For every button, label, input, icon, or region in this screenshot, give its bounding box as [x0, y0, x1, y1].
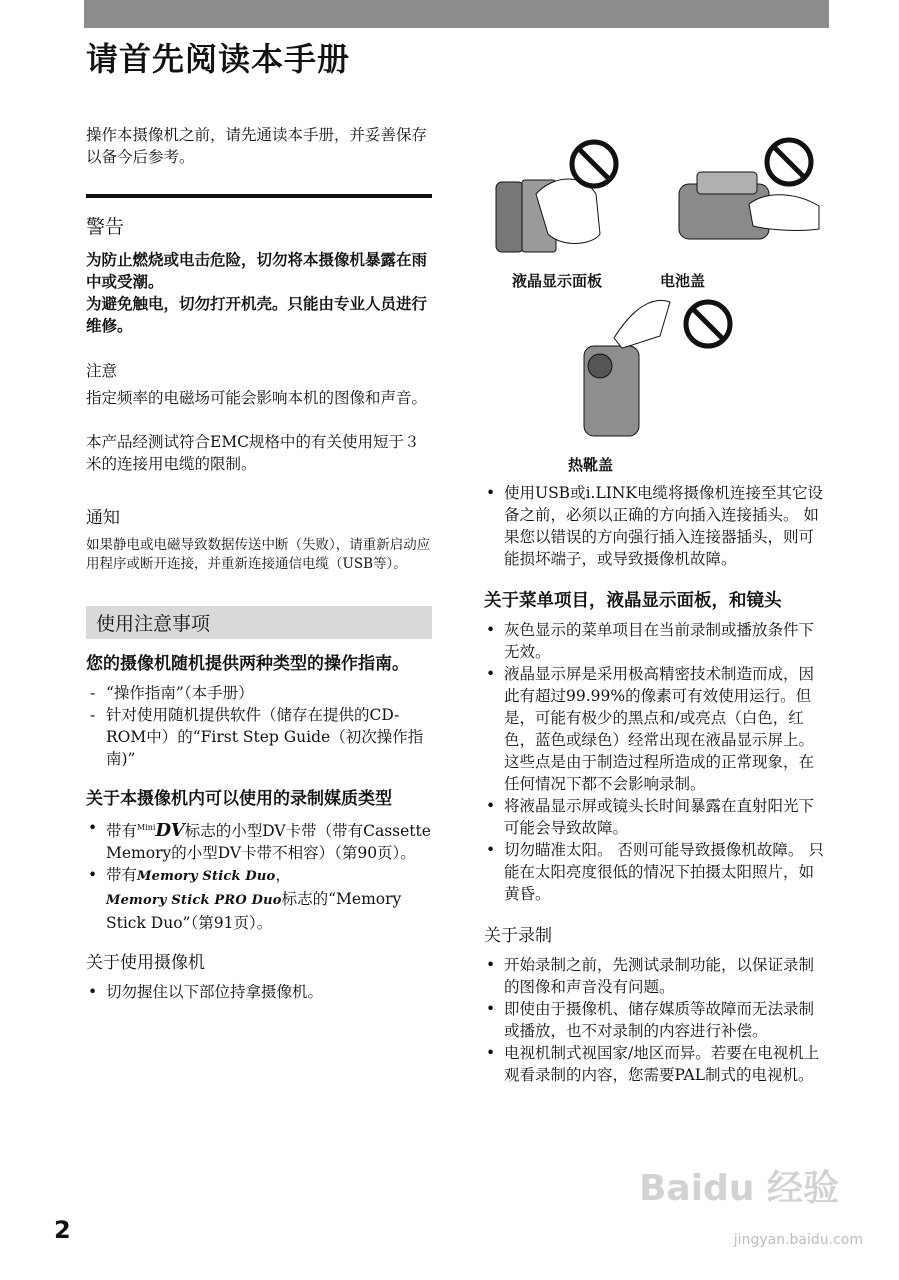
camcorder-lcd-illustration: [484, 134, 654, 264]
notice-text: 如果静电或电磁导致数据传送中断（失败），请重新启动应用程序或断开连接，并重新连接通信电缆（USB等）。: [86, 537, 431, 572]
page-number: 2: [54, 1216, 71, 1244]
header-bar: [84, 0, 829, 28]
record-heading: 关于录制: [484, 926, 552, 946]
memory-stick-pro-duo-logo: Memory Stick PRO Duo: [106, 893, 282, 909]
list-item: • 将液晶显示屏或镜头长时间暴露在直射阳光下可能会导致故障。: [484, 795, 829, 839]
section-divider: [86, 194, 432, 198]
page-title: 请首先阅读本手册: [86, 40, 351, 78]
list-item: [86, 817, 432, 864]
media-item2-text: 标志的“Memory Stick Duo”（第91页）。: [106, 890, 402, 933]
camcorder-battery-illustration: [669, 134, 834, 264]
handling-figures: [484, 134, 829, 474]
media-item1-prefix: 带有: [106, 822, 138, 841]
caution-heading: 注意: [86, 362, 118, 380]
media-item1-text: 标志的小型DV卡带（带有Cassette Memory的小型DV卡带不相容）（第90页）。: [106, 822, 431, 863]
handling-heading: 关于使用摄像机: [86, 953, 205, 974]
watermark-url: jingyan.baidu.com: [733, 1232, 863, 1248]
intro-text: 操作本摄像机之前，请先通读本手册，并妥善保存以备今后参考。: [86, 126, 428, 166]
caution-text-1: 指定频率的电磁场可能会影响本机的图像和声音。: [86, 389, 428, 407]
list-item: • 切勿握住以下部位持拿摄像机。: [86, 981, 432, 1003]
media-heading: 关于本摄像机内可以使用的录制媒质类型: [86, 789, 392, 809]
camcorder-shoe-illustration: [574, 296, 734, 446]
list-item: • 即使由于摄像机、储存媒质等故障而无法录制或播放，也不对录制的内容进行补偿。: [484, 998, 829, 1042]
usage-heading: 使用注意事项: [86, 606, 432, 639]
caption-shoe: 热靴盖: [568, 456, 614, 474]
notice-heading: 通知: [86, 508, 120, 528]
list-item: • 灰色显示的菜单项目在当前录制或播放条件下无效。: [484, 619, 829, 663]
guide-list: [86, 682, 432, 770]
menu-heading: 关于菜单项目，液晶显示面板，和镜头: [484, 591, 782, 611]
memory-stick-duo-logo: Memory Stick Duo: [137, 869, 276, 885]
menu-list: [484, 619, 829, 905]
caution-text-2: 本产品经测试符合EMC规格中的有关使用短于３米的连接用电缆的限制。: [86, 433, 420, 473]
list-item: • 电视机制式视国家/地区而异。若要在电视机上观看录制的内容，您需要PAL制式的电视机。: [484, 1042, 829, 1086]
caption-lcd: 液晶显示面板: [512, 272, 603, 290]
right-column: [484, 134, 829, 1086]
list-item: • 使用USB或i.LINK电缆将摄像机连接至其它设备之前，必须以正确的方向插入连接插头。 如果您以错误的方向强行插入连接器插头，则可能损坏端子，或导致摄像机故障。: [484, 482, 829, 570]
handling-list: [86, 981, 432, 1003]
warning-heading: 警告: [86, 216, 125, 238]
list-item: [86, 864, 432, 934]
list-item: - 针对使用随机提供软件（储存在提供的CD-ROM中）的“First Step Guide（初次操作指南)”: [86, 704, 432, 770]
guide-heading: 您的摄像机随机提供两种类型的操作指南。: [86, 654, 409, 674]
list-item: - “操作指南”（本手册）: [86, 682, 432, 704]
media-item2-prefix: 带有: [106, 866, 138, 885]
media-list: [86, 817, 432, 934]
logo-separator: ，: [275, 866, 291, 885]
caption-battery: 电池盖: [660, 272, 706, 290]
warning-text-1: 为防止燃烧或电击危险，切勿将本摄像机暴露在雨中或受潮。: [86, 251, 428, 291]
record-list: [484, 954, 829, 1086]
minidv-logo: DV: [155, 820, 185, 842]
minidv-logo-small: Mini: [137, 823, 156, 832]
left-column: [86, 124, 432, 1003]
usb-list: [484, 482, 829, 570]
list-item: • 液晶显示屏是采用极高精密技术制造而成，因此有超过99.99%的像素可有效使用运行。但是，可能有极少的黑点和/或亮点（白色，红色，蓝色或绿色）经常出现在液晶显示屏上。这些点是由于制造过程所造成的正常现象，在任何情况下都不会影响录制。: [484, 663, 829, 795]
watermark-logo: Baidu 经验: [638, 1168, 839, 1209]
list-item: • 切勿瞄准太阳。 否则可能导致摄像机故障。 只能在太阳亮度很低的情况下拍摄太阳照片，如黄昏。: [484, 839, 829, 905]
list-item: • 开始录制之前，先测试录制功能，以保证录制的图像和声音没有问题。: [484, 954, 829, 998]
warning-text-2: 为避免触电，切勿打开机壳。只能由专业人员进行维修。: [86, 295, 428, 335]
